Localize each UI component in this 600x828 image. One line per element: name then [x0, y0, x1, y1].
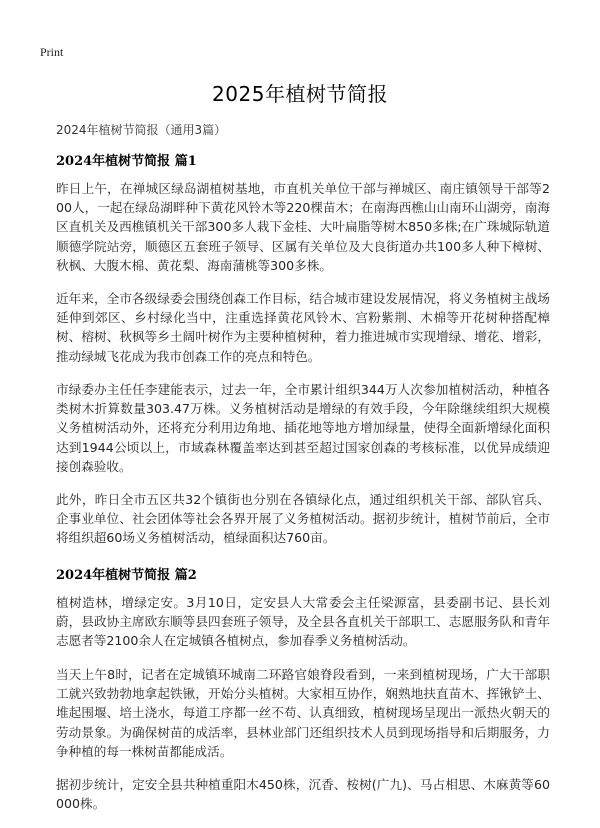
document-title: 2025年植树节简报: [212, 82, 388, 106]
paragraph: 据初步统计，定安全县共种植重阳木450株，沉香、桉树(广九)、马占相思、木麻黄等60000株。: [56, 777, 550, 812]
paragraph: 昨日上午，在禅城区绿岛湖植树基地，市直机关单位干部与禅城区、南庄镇领导干部等200人，一起在绿岛湖畔种下黄花风铃木等220棵苗木；在南海西樵山山南环山湖旁，南海区直机关及西樵镇机关干部300多人栽下金桂、大叶扁脂等树木850多株;在广珠城际轨道顺德学院站旁，顺德区五套班子领导、区属有关单位及大良街道办共100多人种下樟树、秋枫、大腹木棉、黄花梨、海南蒲桃等300多株。: [56, 181, 550, 273]
paragraph: 市绿委办主任任李建能表示，过去一年，全市累计组织344万人次参加植树活动，种植各类树木折算数量303.47万株。义务植树活动是增绿的有效手段，今年除继续组织大规模义务植树活动外，还将充分利用边角地、插花地等地方增加绿量，使得全面新增绿化面积达到1944公顷以上，市域森林覆盖率达到甚至超过国家创森的考核标准，以优异成绩迎接创森验收。: [56, 382, 550, 474]
paragraph: 当天上午8时，记者在定城镇环城南二环路官娘脊段看到，一来到植树现场，广大干部职工就兴致勃勃地拿起铁锹，开始分头植树。大家相互协作，娴熟地扶直苗木、挥锹铲土、堆起围堰、培土浇水，每道工序都一丝不苟、认真细致，植树现场呈现出一派热火朝天的劳动景象。为确保树苗的成活率，县林业部门还组织技术人员到现场指导和后期服务，力争种植的每一株树苗都能成活。: [56, 667, 550, 759]
paragraph: 近年来，全市各级绿委会围绕创森工作目标，结合城市建设发展情况，将义务植树主战场延伸到郊区、乡村绿化当中，注重选择黄花风铃木、宫粉紫荆、木棉等开花树种搭配樟树、榕树、秋枫等乡土阔叶树作为主要种植树种，着力推进城市实现增绿、增花、增彩，推动绿城飞花成为我市创森工作的亮点和特色。: [56, 291, 550, 364]
document-subtitle: 2024年植树节简报（通用3篇）: [56, 123, 227, 137]
paragraph: 植树造林，增绿定安。3月10日，定安县人大常委会主任梁源富，县委副书记、县长刘蔚，县政协主席欧东顺等县四套班子领导，及全县各直机关干部职工、志愿服务队和青年志愿者等2100余人在定城镇各植树点，参加春季义务植树活动。: [56, 595, 550, 649]
section-heading: 2024年植树节简报 篇2: [56, 568, 197, 583]
print-link[interactable]: Print: [40, 45, 64, 59]
paragraph: 此外，昨日全市五区共32个镇街也分别在各镇绿化点，通过组织机关干部、部队官兵、企事业单位、社会团体等社会各界开展了义务植树活动。据初步统计，植树节前后，全市将组织超60场义务植树活动，植绿面积达760亩。: [56, 492, 550, 546]
section-heading: 2024年植树节简报 篇1: [56, 154, 197, 169]
